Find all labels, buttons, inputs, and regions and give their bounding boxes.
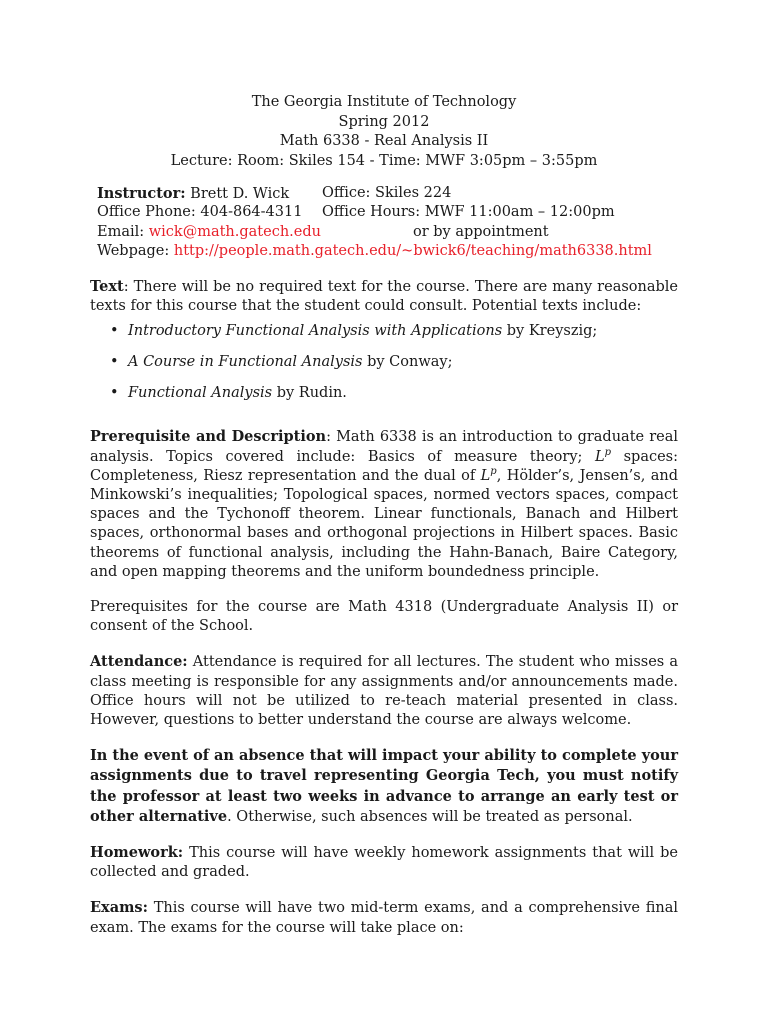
exams-body: This course will have two mid-term exams, and a comprehensive final exam. The exams for the course will take place on: [90, 900, 678, 936]
prereq-label: Prerequisite and Description [90, 428, 327, 446]
book-author: by Rudin. [272, 385, 347, 402]
hours-value: MWF 11:00am – 12:00pm [424, 204, 615, 221]
book-list [90, 322, 678, 415]
header [0, 93, 768, 171]
instructor-info [97, 184, 697, 261]
exams-label: Exams: [90, 899, 148, 917]
absence-policy [90, 746, 678, 827]
prerequisite-section [90, 427, 678, 582]
hours-label: Office Hours: [322, 204, 421, 221]
book-author: by Kreyszig; [502, 323, 598, 340]
absence-bold: In the event of an absence that will impact your ability to complete your assignments due to travel representing Georgia Tech, you must notify the professor at least two weeks in advance to arrange an early test or other alternative [90, 747, 678, 825]
homework-label: Homework: [90, 844, 184, 862]
info-row-instructor [97, 184, 697, 203]
bullet-icon: • [110, 385, 119, 402]
hours-extra: or by appointment [413, 223, 549, 240]
text-body: : There will be no required text for the course. There are many reasonable texts for this course that the student could consult. Potential texts include: [90, 279, 678, 315]
absence-rest: . Otherwise, such absences will be treated as personal. [227, 808, 633, 825]
prereq-part2: spaces: Completeness, Riesz representation and the dual of [90, 448, 678, 484]
institution-name: The Georgia Institute of Technology [251, 94, 517, 110]
book-title: A Course in Functional Analysis [128, 354, 363, 371]
book-title: Introductory Functional Analysis with Applications [128, 323, 503, 340]
text-label: Text [90, 278, 124, 295]
attendance-body: Attendance is required for all lectures. The student who misses a class meeting is responsible for any assignments and/or announcements made. Office hours will not be utilized to re-teach material presented in class. However, questions to better understand the course are always welcome. [90, 654, 678, 729]
webpage-link[interactable]: http://people.math.gatech.edu/~bwick6/teaching/math6338.html [173, 242, 652, 259]
office-hours [322, 203, 615, 222]
email-link[interactable]: wick@math.gatech.edu [148, 223, 321, 240]
list-item [90, 322, 678, 353]
exams-section [90, 898, 678, 937]
lp-symbol: L [594, 448, 605, 465]
instructor-name: Brett D. Wick [190, 186, 290, 202]
phone-label: Office Phone: [97, 204, 196, 221]
term: Spring 2012 [338, 113, 430, 130]
info-row-phone [97, 203, 697, 222]
office-value: Skiles 224 [375, 185, 452, 201]
text-section [90, 277, 678, 316]
bullet-icon: • [110, 323, 119, 340]
p-exponent: p [604, 446, 612, 458]
attendance-label: Attendance: [90, 653, 188, 671]
bullet-icon: • [110, 354, 119, 371]
attendance-section [90, 652, 678, 730]
instructor-label: Instructor: [97, 185, 186, 202]
prereq-part3: , Hölder’s, Jensen’s, and Minkowski’s inequalities; Topological spaces, normed vectors spaces, compact spaces and the Tychonoff theorem. Linear functionals, Banach and Hilbert spaces, orthonormal bases and orthogonal projections in Hilbert spaces. Basic theorems of functional analysis, including the Hahn-Banach, Baire Category, and open mapping theorems and the uniform boundedness principle. [90, 467, 678, 580]
info-row-webpage [97, 242, 697, 261]
course-title: Math 6338 - Real Analysis II [279, 133, 489, 149]
homework-section [90, 843, 678, 882]
prereq-part1: : Math 6338 is an introduction to graduate real analysis. Topics covered include: Basics of measure theory; [90, 429, 679, 465]
homework-body: This course will have weekly homework assignments that will be collected and graded. [90, 845, 678, 881]
list-item [90, 384, 678, 415]
lecture-info: Lecture: Room: Skiles 154 - Time: MWF 3:05pm – 3:55pm [170, 152, 598, 169]
office-info [322, 184, 451, 203]
syllabus-body [90, 277, 678, 954]
prerequisites-note: Prerequisites for the course are Math 4318 (Undergraduate Analysis II) or consent of the School. [90, 599, 678, 635]
email-label: Email: [97, 223, 145, 240]
p-exponent: p [490, 465, 497, 477]
info-row-email [97, 223, 697, 242]
lp-symbol: L [480, 467, 491, 484]
office-label: Office: [322, 185, 371, 201]
phone-value: 404-864-4311 [200, 204, 303, 221]
book-title: Functional Analysis [128, 385, 273, 402]
list-item [90, 353, 678, 384]
book-author: by Conway; [362, 354, 453, 371]
webpage-label: Webpage: [97, 242, 170, 259]
